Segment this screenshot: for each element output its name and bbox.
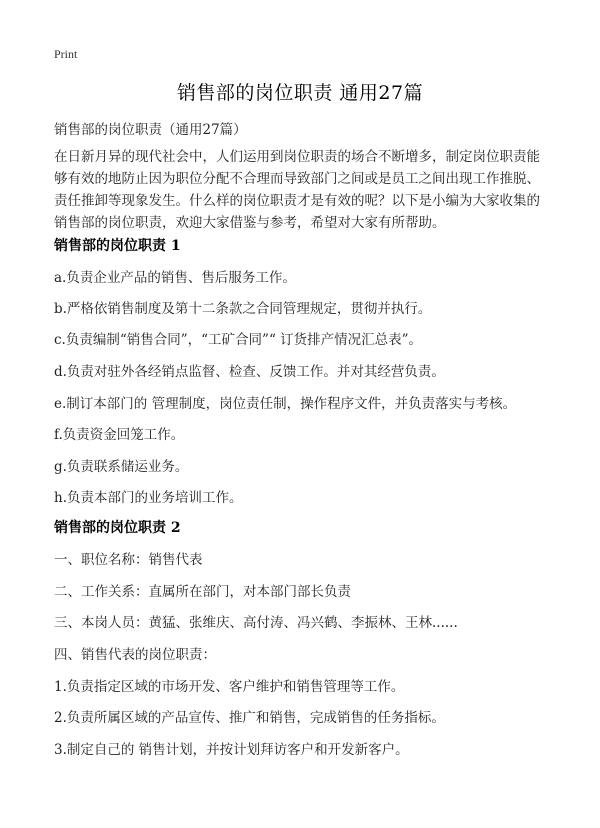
intro-line: 在日新月异的现代社会中，人们运用到岗位职责的场合不断增多，制定岗位职责能 [54, 149, 540, 165]
section-1-item: e.制订本部门的 管理制度，岗位责任制，操作程序文件，并负责落实与考核。 [54, 396, 517, 412]
section-1-item: f.负责资金回笼工作。 [54, 427, 185, 443]
intro-line: 责任推卸等现象发生。什么样的岗位职责才是有效的呢？以下是小编为大家收集的 [54, 193, 540, 209]
section-1-item: d.负责对驻外各经销点监督、检查、反馈工作。并对其经营负责。 [54, 364, 445, 380]
section-2-item: 3.制定自己的 销售计划，并按计划拜访客户和开发新客户。 [54, 742, 409, 758]
document-title: 销售部的岗位职责 通用27篇 [176, 82, 424, 104]
print-label[interactable]: Print [54, 47, 78, 61]
section-2-item: 2.负责所属区域的产品宣传、推广和销售，完成销售的任务指标。 [54, 710, 445, 726]
section-1-item: b.严格依销售制度及第十二条款之合同管理规定，贯彻并执行。 [54, 301, 432, 317]
section-1-item: g.负责联系储运业务。 [54, 459, 189, 475]
intro-paragraph [54, 146, 554, 234]
section-1-item: c.负责编制“销售合同”，“工矿合同”“ 订货排产情况汇总表”。 [54, 332, 423, 348]
section-2-item: 1.负责指定区域的市场开发、客户维护和销售管理等工作。 [54, 679, 405, 695]
intro-line: 够有效的地防止因为职位分配不合理而导致部门之间或是员工之间出现工作推脱、 [54, 171, 540, 187]
section-1-item: h.负责本部门的业务培训工作。 [54, 490, 243, 506]
intro-line: 销售部的岗位职责，欢迎大家借鉴与参考，希望对大家有所帮助。 [54, 215, 446, 231]
document-subtitle: 销售部的岗位职责（通用27篇） [54, 122, 247, 138]
section-2-item: 四、销售代表的岗位职责： [54, 647, 216, 663]
section-1-heading: 销售部的岗位职责 1 [54, 238, 181, 254]
section-2-item: 三、本岗人员：黄猛、张维庆、高付涛、冯兴鹤、李振林、王林...... [54, 615, 458, 631]
section-2-item: 二、工作关系：直属所在部门，对本部门部长负责 [54, 584, 351, 600]
section-1-item: a.负责企业产品的销售、售后服务工作。 [54, 270, 296, 286]
section-2-heading: 销售部的岗位职责 2 [54, 520, 181, 536]
section-2-item: 一、职位名称：销售代表 [54, 552, 203, 568]
